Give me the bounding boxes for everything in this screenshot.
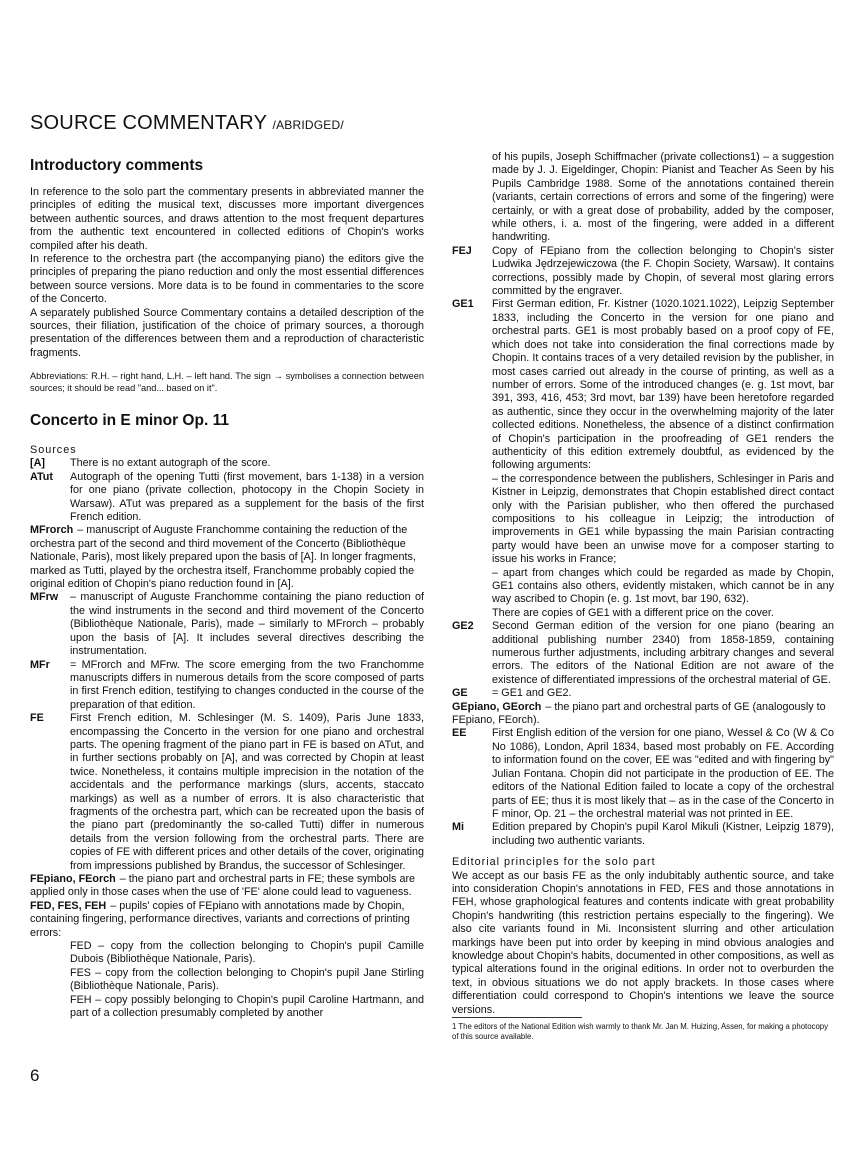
footnote-rule	[452, 1017, 582, 1018]
source-key: FEJ	[452, 244, 472, 257]
source-entry	[30, 712, 424, 873]
intro-paragraph-1: In reference to the solo part the commentary presents in abbreviated manner the principles of editing the musical text, discusses more important divergences between authentic sources, and draws attention to the most frequent departures from the authentic text encountered in collected editions of Chopin's works compiled after his death.	[30, 186, 424, 252]
source-description: Autograph of the opening Tutti (first movement, bars 1-138) in a version for one piano (private collection, photocopy in the Chopin Society in Warsaw). ATut was prepared as a supplement for the basis of the first French edition.	[70, 470, 424, 524]
source-entry	[452, 687, 834, 700]
source-description: FED – copy from the collection belonging to Chopin's pupil Camille Dubois (Bibliothèque Nationale, Paris).	[70, 940, 424, 966]
source-entry	[452, 473, 834, 567]
source-description: Second German edition of the version for one piano (bearing an additional publishing number 2340) from 1858-1859, containing numerous further adjustments, including arbitrary changes and several errors. The editors of the National Edition are not aware of the existence of differentiated impressions of the orchestral material of GE.	[492, 620, 834, 686]
intro-paragraph-2: In reference to the orchestra part (the accompanying piano) the editors give the principles of preparing the piano reduction and only the most essential differences between source versions. More data is to be found in commentaries to the score of the Concerto.	[30, 253, 424, 306]
source-entry	[452, 821, 834, 848]
source-entry	[30, 471, 424, 525]
source-description: – the correspondence between the publishers, Schlesinger in Paris and Kistner in Leipzig, demonstrates that Chopin established direct contact only with the Parisian publisher, who then offered the purchased compositions to his colleague in Leipzig; the introduction of improvements in GE1 while bypassing the main Parisian contracting party would have been an unwise move for a composer starting to issue his works in France;	[492, 472, 834, 566]
source-description: FEH – copy possibly belonging to Chopin's pupil Caroline Hartmann, and part of a collection presumably completed by another	[70, 993, 424, 1020]
source-description: First German edition, Fr. Kistner (1020.1021.1022), Leipzig September 1833, including the Concerto in the version for one piano and orchestral parts. GE1 is most probably based on a proof copy of FE, which does not take into consideration the final corrections made by Chopin. It contains traces of a very detailed revision by the publisher, in most cases carried out already in the course of printing, as well as a number of errors. Some of the introduced changes (e. g. 1st movt, bar 391, 393, 416, 453; 3rd movt, bar 139) have been heretofore regarded as authentic, since they occur in the overwhelming majority of the later collected editions. Nonetheless, the absence of a distinct confirmation of Chopin's participation in the proofreading of GE1 renders the authenticity of this edition extremely doubtful, as evidenced by the following arguments:	[492, 298, 834, 472]
source-description: = MFrorch and MFrw. The score emerging from the two Franchomme manuscripts differs in numerous details from the score composed of parts in first French edition, testifying to changes conducted in the course of the preparation of that edition.	[70, 658, 424, 711]
source-description: Edition prepared by Chopin's pupil Karol Mikuli (Kistner, Leipzig 1879), including two authentic variants.	[492, 821, 834, 847]
source-description: – manuscript of Auguste Franchomme containing the reduction of the orchestra part of the second and third movement of the Concerto (Bibliothèque Nationale, Paris), most likely prepared upon the basis of [A]. In longer fragments, marked as Tutti, played by the orchestra itself, Franchomme probably copied the original edition of Chopin's piano reduction found in [A].	[30, 524, 416, 591]
source-description: – the piano part and orchestral parts of GE (analogously to FEpiano, FEorch).	[452, 700, 826, 727]
abbreviations-note: Abbreviations: R.H. – right hand, L.H. – left hand. The sign → symbolises a connection between sources; it should be read "and... based on it".	[30, 371, 424, 394]
source-entry	[452, 620, 834, 687]
source-key: GE	[452, 687, 468, 700]
source-entry	[30, 940, 424, 967]
source-entry	[452, 245, 834, 299]
source-key	[30, 940, 70, 967]
source-entry	[30, 967, 424, 994]
source-description: Copy of FEpiano from the collection belonging to Chopin's sister Ludwika Jędrzejewiczowa (the F. Chopin Society, Warsaw). It contains corrections, possibly made by Chopin, of several most glaring errors committed by the engraver.	[492, 244, 834, 298]
source-key: GEpiano, GEorch	[452, 700, 542, 713]
sources-label: Sources	[30, 444, 77, 456]
source-key: FEpiano, FEorch	[30, 873, 116, 885]
source-key: Mi	[452, 821, 464, 834]
intro-heading: Introductory comments	[30, 157, 204, 174]
source-description: – pupils' copies of FEpiano with annotations made by Chopin, containing fingering, performance directives, variants and corrections of printing errors:	[30, 899, 410, 939]
source-entry	[452, 151, 834, 245]
source-key: MFrorch	[30, 524, 74, 537]
source-key: FED, FES, FEH	[30, 899, 107, 912]
source-key: EE	[452, 727, 467, 740]
source-key: [A]	[30, 457, 45, 470]
title-subtitle: /ABRIDGED/	[272, 118, 344, 132]
source-description: First English edition of the version for one piano, Wessel & Co (W & Co No 1086), London, April 1834, based most probably on FE. According to information found on the cover, EE was "edited and with fingering by" Julian Fontana. Chopin did not participate in the production of EE. The editors of the National Edition failed to locate a copy of the orchestral parts of EE; thus it is most likely that – as in the case of the Concerto in F minor, Op. 21 – the orchestral material was not printed in EE.	[492, 727, 834, 820]
right-source-list	[452, 151, 834, 848]
concerto-heading: Concerto in E minor Op. 11	[30, 412, 229, 429]
editorial-heading: Editorial principles for the solo part	[452, 856, 656, 869]
source-description: of his pupils, Joseph Schiffmacher (private collections1) – a suggestion made by J. J. Eigeldinger, Chopin: Pianist and Teacher As Seen by his Pupils Cambridge 1988. Some of the annotations contained therein (variants, certain corrections of errors and some of the fingering) were certainly, or with a great dose of probability, added by the composer, while others, i. a. most of the fingering, were added in a different handwriting.	[492, 151, 834, 244]
source-key	[452, 473, 492, 567]
source-description: There are copies of GE1 with a different price on the cover.	[492, 606, 774, 619]
source-entry	[30, 873, 424, 900]
source-entry	[452, 567, 834, 607]
source-entry	[30, 591, 424, 658]
source-entry	[452, 701, 834, 728]
source-key	[452, 607, 492, 620]
source-entry	[30, 994, 424, 1021]
source-entry	[30, 900, 424, 940]
source-description: – manuscript of Auguste Franchomme containing the piano reduction of the wind instruments in the second and third movement of the Concerto (Bibliothèque Nationale, Paris), made – similarly to MFrorch – probably upon the basis of [A]. It includes several directives describing the instrumentation.	[70, 591, 424, 658]
source-key: MFrw	[30, 591, 59, 604]
title-text: SOURCE COMMENTARY	[30, 112, 267, 134]
source-description: – apart from changes which could be regarded as made by Chopin, GE1 contains also others, evidently mistaken, which cannot be in any way ascribed to Chopin (e. g. 1st movt, bar 190, 632).	[492, 566, 834, 606]
sources-right-column	[452, 151, 834, 1017]
source-description: – the piano part and orchestral parts in FE; these symbols are applied only in those cases when the use of 'FE' alone could lead to vagueness.	[30, 873, 416, 899]
source-key: GE1	[452, 298, 474, 311]
source-entry	[452, 727, 834, 821]
source-description: First French edition, M. Schlesinger (M. S. 1409), Paris June 1833, encompassing the Concerto in the version for one piano and orchestral parts. The opening fragment of the piano part in FE is based on ATut, and in further sections probably on [A], and was corrected by Chopin at least twice. Nonetheless, it contains multiple imprecision in the notation of the accidentals and the performance markings (slurs, accents, staccato markings) as well as a number of errors. It is also characteristic that fragments of the orchestra part, which can be recreated upon the basis of the piano part (predominantly the so-called Tutti) differ in numerous details from the version following from the orchestral parts. There are copies of FE with different prices and other details of the cover, originating from impressions published by Brandus, the successor of Schlesinger.	[70, 712, 424, 872]
intro-section	[30, 186, 424, 394]
page-number: 6	[30, 1066, 40, 1085]
page-title	[30, 112, 344, 135]
source-entry	[30, 524, 424, 591]
sources-left-column	[30, 444, 424, 1020]
source-description: There is no extant autograph of the score.	[70, 457, 271, 470]
source-description: = GE1 and GE2.	[492, 687, 572, 700]
source-entry	[30, 659, 424, 713]
source-key	[30, 994, 70, 1021]
source-entry	[30, 457, 424, 470]
source-description: FES – copy from the collection belonging to Chopin's pupil Jane Stirling (Bibliothèque Nationale, Paris).	[70, 966, 424, 993]
source-key	[452, 151, 492, 245]
footnote: 1 The editors of the National Edition wish warmly to thank Mr. Jan M. Huizing, Assen, for making a photocopy of this source available.	[452, 1022, 829, 1041]
source-key: FE	[30, 712, 44, 725]
source-key	[452, 567, 492, 607]
source-entry	[452, 298, 834, 472]
source-key	[30, 967, 70, 994]
left-source-list	[30, 457, 424, 1020]
editorial-text: We accept as our basis FE as the only indubitably authentic source, and take into consideration Chopin's annotations in FED, FES and those annotations in FEH, whose graphological features and contents indicate with great probability Chopin's handwriting (this restriction pertains especially to the fingering). We also cite variants found in Mi. Inconsistent slurring and other articulation markings have been put into order by keeping in mind obvious analogies and knowledge about Chopin's habits, documented in other compositions, as well as typical alterations found in the original editions. In order not to overburden the text, in obvious situations we do not apply brackets. In those cases where differentiation could correspond to Chopin's intentions we leave the source versions.	[452, 869, 834, 1016]
intro-paragraph-3: A separately published Source Commentary contains a detailed description of the sources, their filiation, justification of the choice of primary sources, a thorough presentation of the differences between them and a reproduction of characteristic fragments.	[30, 306, 424, 359]
source-key: ATut	[30, 470, 53, 483]
source-key: GE2	[452, 620, 474, 633]
source-key: MFr	[30, 658, 50, 671]
source-entry	[452, 607, 834, 620]
